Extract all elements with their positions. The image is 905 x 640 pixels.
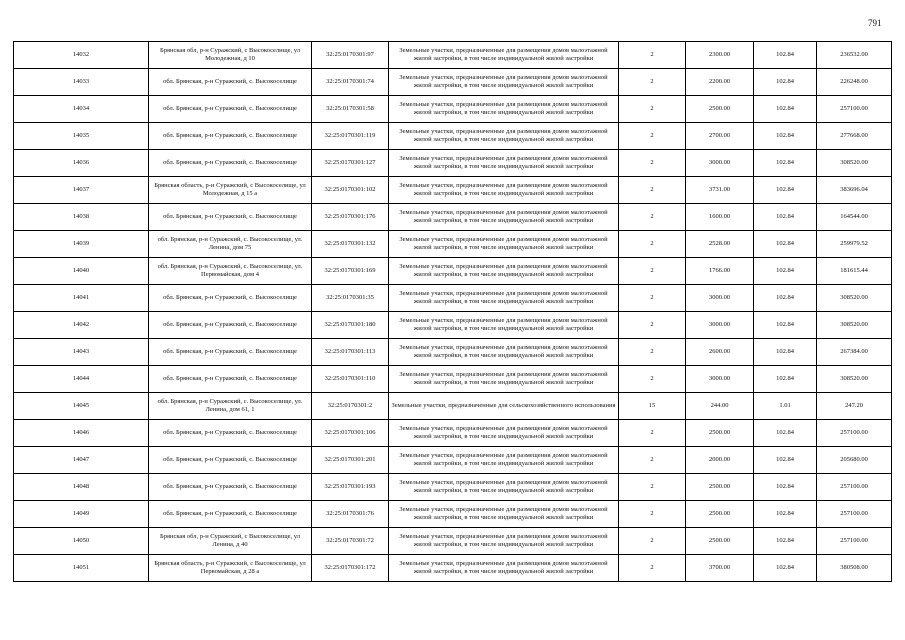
- row-number: 14040: [14, 258, 149, 285]
- cadastral-value-cell: 308520.00: [817, 366, 892, 393]
- cadastral-number-cell: 32:25:0170301:58: [312, 96, 389, 123]
- cadastral-value-cell: 257100.00: [817, 96, 892, 123]
- specific-value-cell: 102.84: [754, 231, 817, 258]
- cadastral-value-cell: 259979.52: [817, 231, 892, 258]
- group-number-cell: 2: [619, 69, 686, 96]
- address-cell: обл. Брянская, р-н Суражский, с. Высокоселище: [149, 339, 312, 366]
- group-number-cell: 2: [619, 231, 686, 258]
- address-cell: обл. Брянская, р-н Суражский, с. Высокоселище: [149, 285, 312, 312]
- land-use-cell: Земельные участки, предназначенные для размещения домов малоэтажной жилой застройки, в том числе индивидуальной жилой застройки: [389, 447, 619, 474]
- address-cell: обл. Брянская, р-н Суражский, с. Высокоселище, ул. Ленина, дом 75: [149, 231, 312, 258]
- cadastral-number-cell: 32:25:0170301:113: [312, 339, 389, 366]
- area-cell: 2500.00: [686, 501, 754, 528]
- table-row: [14, 447, 892, 474]
- area-cell: 1600.00: [686, 204, 754, 231]
- area-cell: 3000.00: [686, 366, 754, 393]
- specific-value-cell: 102.84: [754, 447, 817, 474]
- land-use-cell: Земельные участки, предназначенные для размещения домов малоэтажной жилой застройки, в том числе индивидуальной жилой застройки: [389, 474, 619, 501]
- table-row: [14, 528, 892, 555]
- area-cell: 2200.00: [686, 69, 754, 96]
- row-number: 14047: [14, 447, 149, 474]
- group-number-cell: 2: [619, 123, 686, 150]
- group-number-cell: 2: [619, 150, 686, 177]
- area-cell: 2500.00: [686, 474, 754, 501]
- row-number: 14051: [14, 555, 149, 582]
- cadastral-value-cell: 181615.44: [817, 258, 892, 285]
- table-row: [14, 69, 892, 96]
- land-use-cell: Земельные участки, предназначенные для размещения домов малоэтажной жилой застройки, в том числе индивидуальной жилой застройки: [389, 42, 619, 69]
- specific-value-cell: 102.84: [754, 177, 817, 204]
- group-number-cell: 2: [619, 366, 686, 393]
- row-number: 14043: [14, 339, 149, 366]
- address-cell: обл. Брянская, р-н Суражский, с. Высокоселище: [149, 366, 312, 393]
- cadastral-value-cell: 164544.00: [817, 204, 892, 231]
- land-use-cell: Земельные участки, предназначенные для размещения домов малоэтажной жилой застройки, в том числе индивидуальной жилой застройки: [389, 501, 619, 528]
- group-number-cell: 2: [619, 258, 686, 285]
- cadastral-number-cell: 32:25:0170301:172: [312, 555, 389, 582]
- cadastral-value-cell: 257100.00: [817, 501, 892, 528]
- address-cell: Брянская область, р-н Суражский, с Высокоселище, ул Первомайская, д 28 а: [149, 555, 312, 582]
- land-use-cell: Земельные участки, предназначенные для размещения домов малоэтажной жилой застройки, в том числе индивидуальной жилой застройки: [389, 339, 619, 366]
- cadastral-value-cell: 380508.00: [817, 555, 892, 582]
- cadastral-number-cell: 32:25:0170301:180: [312, 312, 389, 339]
- area-cell: 3000.00: [686, 150, 754, 177]
- cadastral-value-table: [13, 41, 892, 582]
- address-cell: обл. Брянская, р-н Суражский, с. Высокоселище: [149, 69, 312, 96]
- table-row: [14, 177, 892, 204]
- specific-value-cell: 102.84: [754, 285, 817, 312]
- cadastral-value-cell: 247.20: [817, 393, 892, 420]
- cadastral-value-cell: 383696.04: [817, 177, 892, 204]
- address-cell: обл. Брянская, р-н Суражский, с. Высокоселище: [149, 447, 312, 474]
- cadastral-value-cell: 308520.00: [817, 285, 892, 312]
- specific-value-cell: 102.84: [754, 555, 817, 582]
- cadastral-number-cell: 32:25:0170301:169: [312, 258, 389, 285]
- address-cell: обл. Брянская, р-н Суражский, с. Высокоселище: [149, 474, 312, 501]
- cadastral-value-cell: 308520.00: [817, 150, 892, 177]
- address-cell: обл. Брянская, р-н Суражский, с. Высокоселище, ул. Ленина, дом 61, 1: [149, 393, 312, 420]
- area-cell: 2500.00: [686, 96, 754, 123]
- group-number-cell: 2: [619, 312, 686, 339]
- specific-value-cell: 102.84: [754, 123, 817, 150]
- table-row: [14, 204, 892, 231]
- row-number: 14045: [14, 393, 149, 420]
- cadastral-number-cell: 32:25:0170301:97: [312, 42, 389, 69]
- specific-value-cell: 102.84: [754, 501, 817, 528]
- address-cell: обл. Брянская, р-н Суражский, с. Высокоселище: [149, 501, 312, 528]
- land-use-cell: Земельные участки, предназначенные для размещения домов малоэтажной жилой застройки, в том числе индивидуальной жилой застройки: [389, 177, 619, 204]
- land-use-cell: Земельные участки, предназначенные для размещения домов малоэтажной жилой застройки, в том числе индивидуальной жилой застройки: [389, 528, 619, 555]
- cadastral-value-cell: 257100.00: [817, 474, 892, 501]
- group-number-cell: 15: [619, 393, 686, 420]
- group-number-cell: 2: [619, 474, 686, 501]
- specific-value-cell: 102.84: [754, 528, 817, 555]
- row-number: 14033: [14, 69, 149, 96]
- address-cell: обл. Брянская, р-н Суражский, с. Высокоселище: [149, 420, 312, 447]
- table-row: [14, 366, 892, 393]
- area-cell: 3731.00: [686, 177, 754, 204]
- table-row: [14, 150, 892, 177]
- table-row: [14, 285, 892, 312]
- group-number-cell: 2: [619, 96, 686, 123]
- specific-value-cell: 102.84: [754, 96, 817, 123]
- row-number: 14037: [14, 177, 149, 204]
- address-cell: обл. Брянская, р-н Суражский, с. Высокоселище: [149, 312, 312, 339]
- row-number: 14050: [14, 528, 149, 555]
- table-row: [14, 42, 892, 69]
- table-row: [14, 312, 892, 339]
- cadastral-number-cell: 32:25:0170301:35: [312, 285, 389, 312]
- page-number: 791: [868, 18, 882, 28]
- cadastral-value-cell: 277668.00: [817, 123, 892, 150]
- group-number-cell: 2: [619, 420, 686, 447]
- address-cell: обл. Брянская, р-н Суражский, с. Высокоселище: [149, 123, 312, 150]
- land-use-cell: Земельные участки, предназначенные для размещения домов малоэтажной жилой застройки, в том числе индивидуальной жилой застройки: [389, 555, 619, 582]
- area-cell: 2300.00: [686, 42, 754, 69]
- table-row: [14, 231, 892, 258]
- specific-value-cell: 1.01: [754, 393, 817, 420]
- row-number: 14032: [14, 42, 149, 69]
- table-row: [14, 420, 892, 447]
- land-use-cell: Земельные участки, предназначенные для размещения домов малоэтажной жилой застройки, в том числе индивидуальной жилой застройки: [389, 96, 619, 123]
- cadastral-number-cell: 32:25:0170301:74: [312, 69, 389, 96]
- cadastral-number-cell: 32:25:0170301:76: [312, 501, 389, 528]
- row-number: 14035: [14, 123, 149, 150]
- area-cell: 1766.00: [686, 258, 754, 285]
- area-cell: 2700.00: [686, 123, 754, 150]
- area-cell: 2500.00: [686, 420, 754, 447]
- table-row: [14, 96, 892, 123]
- table-row: [14, 501, 892, 528]
- table-row: [14, 393, 892, 420]
- group-number-cell: 2: [619, 528, 686, 555]
- row-number: 14039: [14, 231, 149, 258]
- cadastral-number-cell: 32:25:0170301:72: [312, 528, 389, 555]
- land-use-cell: Земельные участки, предназначенные для размещения домов малоэтажной жилой застройки, в том числе индивидуальной жилой застройки: [389, 312, 619, 339]
- cadastral-number-cell: 32:25:0170301:127: [312, 150, 389, 177]
- cadastral-value-cell: 236532.00: [817, 42, 892, 69]
- group-number-cell: 2: [619, 339, 686, 366]
- row-number: 14041: [14, 285, 149, 312]
- land-use-cell: Земельные участки, предназначенные для размещения домов малоэтажной жилой застройки, в том числе индивидуальной жилой застройки: [389, 69, 619, 96]
- table-row: [14, 555, 892, 582]
- area-cell: 2000.00: [686, 447, 754, 474]
- address-cell: обл. Брянская, р-н Суражский, с. Высокоселище: [149, 96, 312, 123]
- land-use-cell: Земельные участки, предназначенные для размещения домов малоэтажной жилой застройки, в том числе индивидуальной жилой застройки: [389, 150, 619, 177]
- land-use-cell: Земельные участки, предназначенные для размещения домов малоэтажной жилой застройки, в том числе индивидуальной жилой застройки: [389, 204, 619, 231]
- cadastral-number-cell: 32:25:0170301:2: [312, 393, 389, 420]
- row-number: 14042: [14, 312, 149, 339]
- cadastral-value-cell: 267384.00: [817, 339, 892, 366]
- specific-value-cell: 102.84: [754, 150, 817, 177]
- address-cell: обл. Брянская, р-н Суражский, с. Высокоселище: [149, 204, 312, 231]
- cadastral-number-cell: 32:25:0170301:102: [312, 177, 389, 204]
- row-number: 14038: [14, 204, 149, 231]
- area-cell: 3000.00: [686, 285, 754, 312]
- address-cell: Брянская обл, р-н Суражский, с Высокоселище, ул Ленина, д 40: [149, 528, 312, 555]
- area-cell: 3700.00: [686, 555, 754, 582]
- address-cell: Брянская обл, р-н Суражский, с Высокоселище, ул Молодежная, д 10: [149, 42, 312, 69]
- specific-value-cell: 102.84: [754, 69, 817, 96]
- cadastral-number-cell: 32:25:0170301:106: [312, 420, 389, 447]
- specific-value-cell: 102.84: [754, 258, 817, 285]
- land-use-cell: Земельные участки, предназначенные для размещения домов малоэтажной жилой застройки, в том числе индивидуальной жилой застройки: [389, 258, 619, 285]
- group-number-cell: 2: [619, 42, 686, 69]
- land-use-cell: Земельные участки, предназначенные для размещения домов малоэтажной жилой застройки, в том числе индивидуальной жилой застройки: [389, 420, 619, 447]
- cadastral-number-cell: 32:25:0170301:193: [312, 474, 389, 501]
- specific-value-cell: 102.84: [754, 42, 817, 69]
- row-number: 14048: [14, 474, 149, 501]
- cadastral-number-cell: 32:25:0170301:119: [312, 123, 389, 150]
- specific-value-cell: 102.84: [754, 204, 817, 231]
- cadastral-value-cell: 205680.00: [817, 447, 892, 474]
- row-number: 14034: [14, 96, 149, 123]
- group-number-cell: 2: [619, 204, 686, 231]
- table-row: [14, 339, 892, 366]
- group-number-cell: 2: [619, 501, 686, 528]
- specific-value-cell: 102.84: [754, 339, 817, 366]
- area-cell: 3000.00: [686, 312, 754, 339]
- group-number-cell: 2: [619, 177, 686, 204]
- group-number-cell: 2: [619, 447, 686, 474]
- land-use-cell: Земельные участки, предназначенные для сельскохозяйственного использования: [389, 393, 619, 420]
- group-number-cell: 2: [619, 555, 686, 582]
- cadastral-value-cell: 308520.00: [817, 312, 892, 339]
- group-number-cell: 2: [619, 285, 686, 312]
- area-cell: 2600.00: [686, 339, 754, 366]
- land-use-cell: Земельные участки, предназначенные для размещения домов малоэтажной жилой застройки, в том числе индивидуальной жилой застройки: [389, 285, 619, 312]
- cadastral-value-cell: 226248.00: [817, 69, 892, 96]
- specific-value-cell: 102.84: [754, 312, 817, 339]
- area-cell: 244.00: [686, 393, 754, 420]
- land-use-cell: Земельные участки, предназначенные для размещения домов малоэтажной жилой застройки, в том числе индивидуальной жилой застройки: [389, 366, 619, 393]
- cadastral-number-cell: 32:25:0170301:110: [312, 366, 389, 393]
- specific-value-cell: 102.84: [754, 366, 817, 393]
- cadastral-number-cell: 32:25:0170301:132: [312, 231, 389, 258]
- land-use-cell: Земельные участки, предназначенные для размещения домов малоэтажной жилой застройки, в том числе индивидуальной жилой застройки: [389, 231, 619, 258]
- row-number: 14049: [14, 501, 149, 528]
- address-cell: обл. Брянская, р-н Суражский, с. Высокоселище: [149, 150, 312, 177]
- table-row: [14, 258, 892, 285]
- cadastral-value-cell: 257100.00: [817, 528, 892, 555]
- specific-value-cell: 102.84: [754, 474, 817, 501]
- address-cell: Брянская область, р-н Суражский, с Высокоселище, ул Молодежная, д 15 а: [149, 177, 312, 204]
- cadastral-number-cell: 32:25:0170301:201: [312, 447, 389, 474]
- land-use-cell: Земельные участки, предназначенные для размещения домов малоэтажной жилой застройки, в том числе индивидуальной жилой застройки: [389, 123, 619, 150]
- table-row: [14, 123, 892, 150]
- address-cell: обл. Брянская, р-н Суражский, с. Высокоселище, ул. Первомайская, дом 4: [149, 258, 312, 285]
- area-cell: 2528.00: [686, 231, 754, 258]
- row-number: 14046: [14, 420, 149, 447]
- specific-value-cell: 102.84: [754, 420, 817, 447]
- row-number: 14044: [14, 366, 149, 393]
- table-body: [14, 42, 892, 582]
- cadastral-number-cell: 32:25:0170301:176: [312, 204, 389, 231]
- cadastral-value-cell: 257100.00: [817, 420, 892, 447]
- row-number: 14036: [14, 150, 149, 177]
- table-row: [14, 474, 892, 501]
- area-cell: 2500.00: [686, 528, 754, 555]
